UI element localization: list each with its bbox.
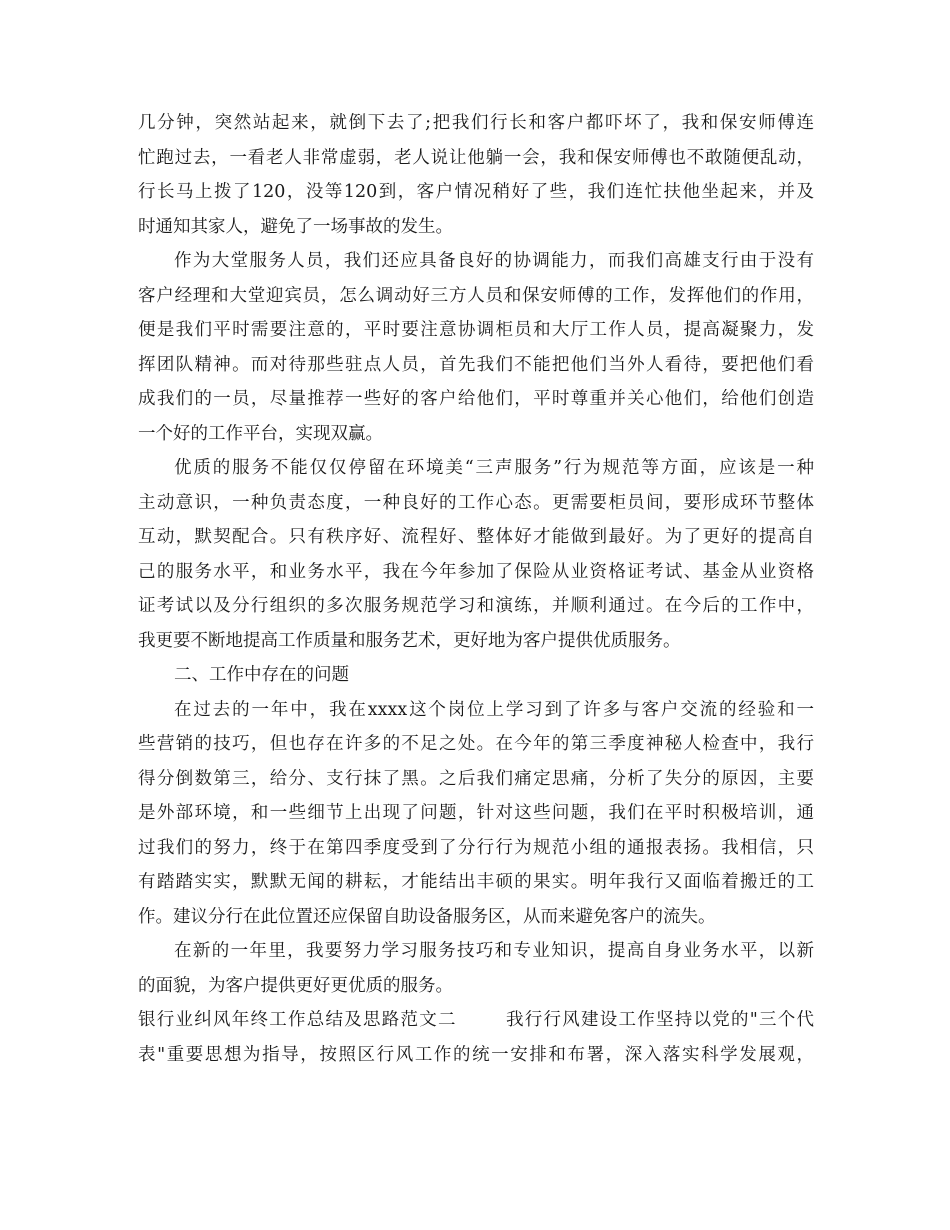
paragraph-quality-service-line: 主动意识，一种负责态度，一种良好的工作心态。更需要柜员间，要形成环节整体 bbox=[138, 492, 814, 513]
paragraph-problems-line: 得分倒数第三，给分、支行抹了黑。之后我们痛定思痛，分析了失分的原因，主要 bbox=[138, 768, 814, 789]
paragraph-emergency-line: 忙跑过去，一看老人非常虚弱，老人说让他躺一会，我和保安师傅也不敢随便乱动， bbox=[138, 147, 814, 168]
paragraph-emergency-line: 时通知其家人，避免了一场事故的发生。 bbox=[138, 216, 453, 237]
paragraph-new-year-line: 的面貌，为客户提供更好更优质的服务。 bbox=[138, 975, 453, 996]
paragraph-problems-line: 有踏踏实实，默默无闻的耕耘，才能结出丰硕的果实。明年我行又面临着搬迁的工 bbox=[138, 872, 814, 892]
paragraph-problems-line: 是外部环境，和一些细节上出现了问题，针对这些问题，我们在平时积极培训，通 bbox=[138, 803, 814, 823]
paragraph-new-year-line: 在新的一年里，我要努力学习服务技巧和专业知识，提高自身业务水平，以新 bbox=[174, 941, 814, 961]
paragraph-problems-line: 作。建议分行在此位置还应保留自助设备服务区，从而来避免客户的流失。 bbox=[138, 906, 716, 927]
paragraph-coordination-line: 一个好的工作平台，实现双赢。 bbox=[138, 423, 383, 444]
paragraph-quality-service-line: 优质的服务不能仅仅停留在环境美“三声服务”行为规范等方面，应该是一种 bbox=[174, 458, 814, 478]
paragraph-problems-line: 在过去的一年中，我在xxxx这个岗位上学习到了许多与客户交流的经验和一 bbox=[174, 699, 814, 720]
paragraph-coordination-line: 挥团队精神。而对待那些驻点人员，首先我们不能把他们当外人看待，要把他们看 bbox=[138, 354, 814, 375]
paragraph-emergency-line: 行长马上拨了120，没等120到，客户情况稍好了些，我们连忙扶他坐起来，并及 bbox=[138, 182, 814, 202]
second-article-title: 银行业纠风年终工作总结及思路范文二 bbox=[138, 1010, 457, 1030]
paragraph-coordination-line: 便是我们平时需要注意的，平时要注意协调柜员和大厅工作人员，提高凝聚力，发 bbox=[138, 320, 814, 340]
paragraph-quality-service-line: 互动，默契配合。只有秩序好、流程好、整体好才能做到最好。为了更好的提高自 bbox=[138, 527, 814, 547]
paragraph-quality-service-line: 证考试以及分行组织的多次服务规范学习和演练，并顺利通过。在今后的工作中， bbox=[138, 596, 814, 616]
paragraph-quality-service-line: 我更要不断地提高工作质量和服务艺术，更好地为客户提供优质服务。 bbox=[138, 630, 681, 651]
document-body bbox=[138, 106, 814, 1072]
second-article-second-line: 表"重要思想为指导，按照区行风工作的统一安排和布署，深入落实科学发展观， bbox=[138, 1044, 814, 1065]
paragraph-emergency-line: 几分钟，突然站起来，就倒下去了;把我们行长和客户都吓坏了，我和保安师傅连 bbox=[138, 113, 814, 133]
second-article-first-line-text: 我行行风建设工作坚持以党的"三个代 bbox=[504, 1010, 814, 1030]
paragraph-coordination-line: 客户经理和大堂迎宾员，怎么调动好三方人员和保安师傅的工作，发挥他们的作用， bbox=[138, 285, 814, 306]
section-heading-problems: 二、工作中存在的问题 bbox=[174, 665, 349, 685]
paragraph-coordination-line: 成我们的一员，尽量推荐一些好的客户给他们，平时尊重并关心他们，给他们创造 bbox=[138, 389, 814, 409]
second-article-first-line bbox=[138, 1003, 814, 1038]
paragraph-problems-line: 些营销的技巧，但也存在许多的不足之处。在今年的第三季度神秘人检查中，我行 bbox=[138, 734, 814, 754]
paragraph-quality-service-line: 己的服务水平，和业务水平，我在今年参加了保险从业资格证考试、基金从业资格 bbox=[138, 561, 814, 582]
paragraph-problems-line: 过我们的努力，终于在第四季度受到了分行行为规范小组的通报表扬。我相信，只 bbox=[138, 837, 814, 858]
paragraph-coordination-line: 作为大堂服务人员，我们还应具备良好的协调能力，而我们高雄支行由于没有 bbox=[174, 251, 814, 271]
